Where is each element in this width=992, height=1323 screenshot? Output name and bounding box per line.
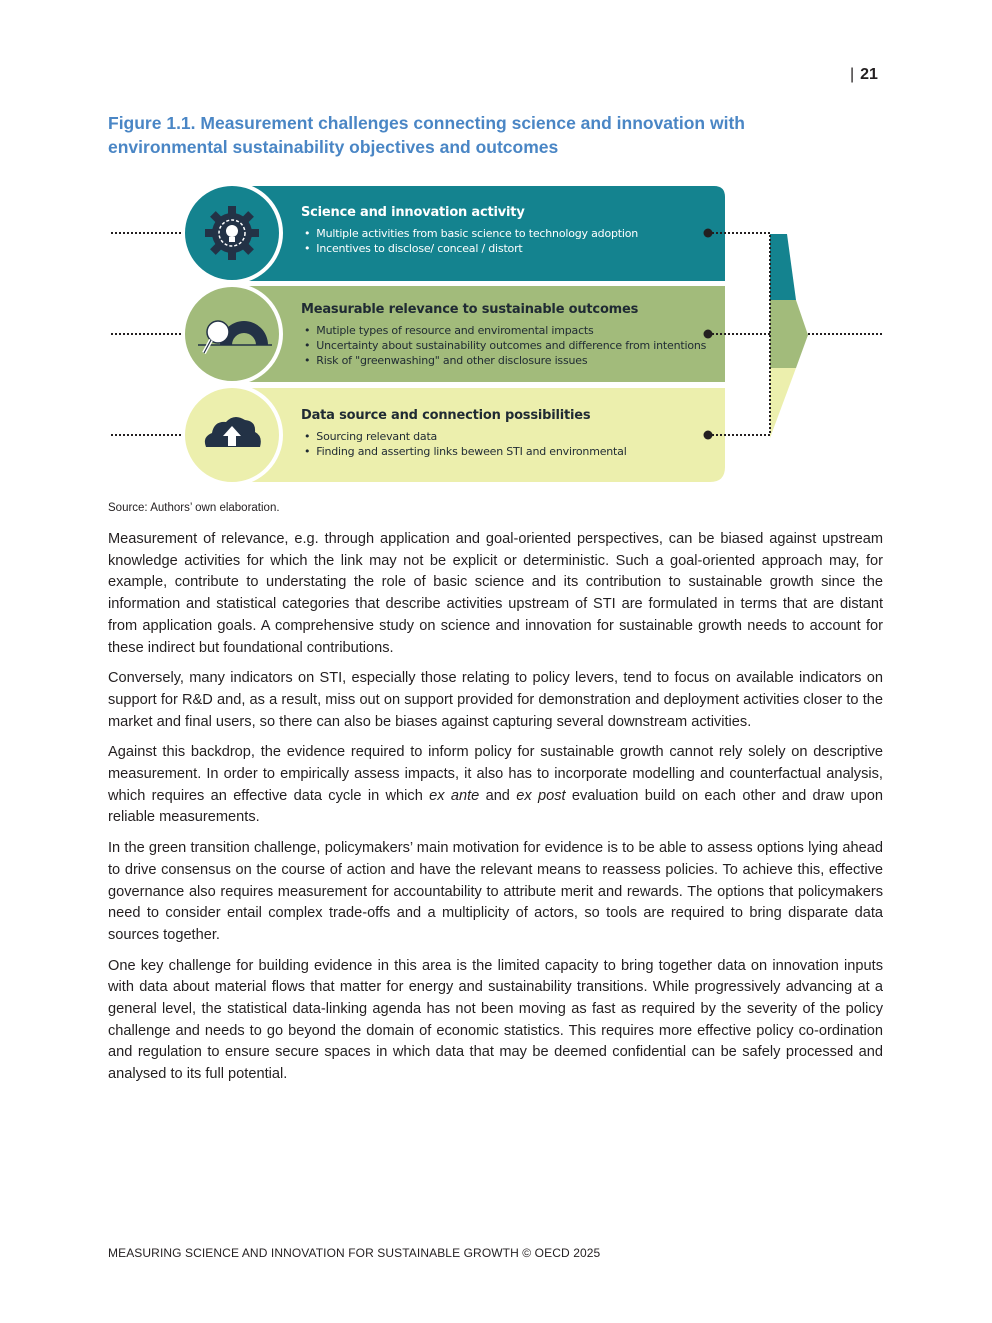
paragraph [108,742,883,829]
band-1-bullets [301,226,721,256]
arrow-segment-teal [770,234,796,300]
band-3-title: Data source and connection possibilities [301,408,591,423]
arrow-segment-green [770,300,808,368]
figure-title: Figure 1.1. Measurement challenges connecting science and innovation with environmental sustainability objectives and outcomes [108,113,745,157]
band-2-bullets [301,323,721,368]
emphasis-ex-post: ex post [516,787,566,804]
paragraph: Measurement of relevance, e.g. through application and goal-oriented perspectives, can be biased against upstream knowledge activities for which the link may not be explicit or deterministic. Such a goal-oriented approach may, for example, contribute to understating the role of basic science and its contribution to sustainable growth since the information and statistical categories that describe activities upstream of STI are formulated in terms that are distant from application goals. A comprehensive study on science and innovation for sustainable growth needs to account for these indirect but foundational contributions. [108,531,883,656]
band-1-title: Science and innovation activity [301,205,525,220]
page-footer: MEASURING SCIENCE AND INNOVATION FOR SUSTAINABLE GROWTH © OECD 2025 [108,1246,601,1260]
gear-lightbulb-icon [205,206,259,260]
page-number: | 21 [850,66,878,83]
band-2-text [301,302,721,368]
paragraph: Conversely, many indicators on STI, especially those relating to policy levers, tend to focus on available indicators on support for R&D and, as a result, miss out on support provided for demonstration and deployment activities closer to the market and final users, so there can also be biases against capturing several downstream activities. [108,670,883,730]
band-1-bullet: • Incentives to disclose/ conceal / distort [301,241,721,256]
band-1-text [301,205,721,256]
paragraph-text: Against this backdrop, the evidence required to inform policy for sustainable growth cannot rely solely on descriptive measurement. In order to empirically assess impacts, it also has to incorporate modelling and counterfactual analysis, which requires an effective data cycle in which [108,744,883,804]
paragraph-text: and [479,787,517,804]
band-2-bullet: • Risk of "greenwashing" and other disclosure issues [301,353,721,368]
body-text [108,529,883,1095]
band-3-bullet: • Sourcing relevant data [301,429,721,444]
band-3-text [301,408,721,459]
page-number-value: 21 [860,66,878,83]
band-2-bullet: • Mutiple types of resource and enviromental impacts [301,323,721,338]
band-3-bullet: • Finding and asserting links beween STI and environmental [301,444,721,459]
figure-diagram [108,180,888,490]
figure-source: Source: Authors’ own elaboration. [108,502,280,514]
paragraph-text: evaluation build on each other and draw upon reliable measurements. [108,787,883,826]
band-3-bullets [301,429,721,459]
band-2-title: Measurable relevance to sustainable outcomes [301,302,639,317]
emphasis-ex-ante: ex ante [429,787,480,804]
paragraph: One key challenge for building evidence in this area is the limited capacity to bring together data on innovation inputs with data about material flows that matter for energy and sustainability transitions. While progressively advancing at a general level, the statistical data-linking agenda has not been moving as fast as required by the severity of the policy challenge and needs to go beyond the domain of economic statistics. This requires more effective policy co-ordination and regulation to ensure secure spaces in which data that may be deemed confidential can be safely processed and analysed to its full potential. [108,957,883,1083]
band-1-bullet: • Multiple activities from basic science to technology adoption [301,226,721,241]
paragraph: In the green transition challenge, policymakers’ main motivation for evidence is to be able to assess options lying ahead to drive consensus on the course of action and have the relevant means to reassess policies. To achieve this, effective governance also requires measurement for accountability to attribute merit and rewards. The options that policymakers need to consider entail complex trade-offs and a multiplicity of actors, so tools are required to bring disparate data sources together. [108,840,883,943]
arrow-segment-yellow [770,368,796,438]
band-2-bullet: • Uncertainty about sustainability outcomes and difference from intentions [301,338,721,353]
